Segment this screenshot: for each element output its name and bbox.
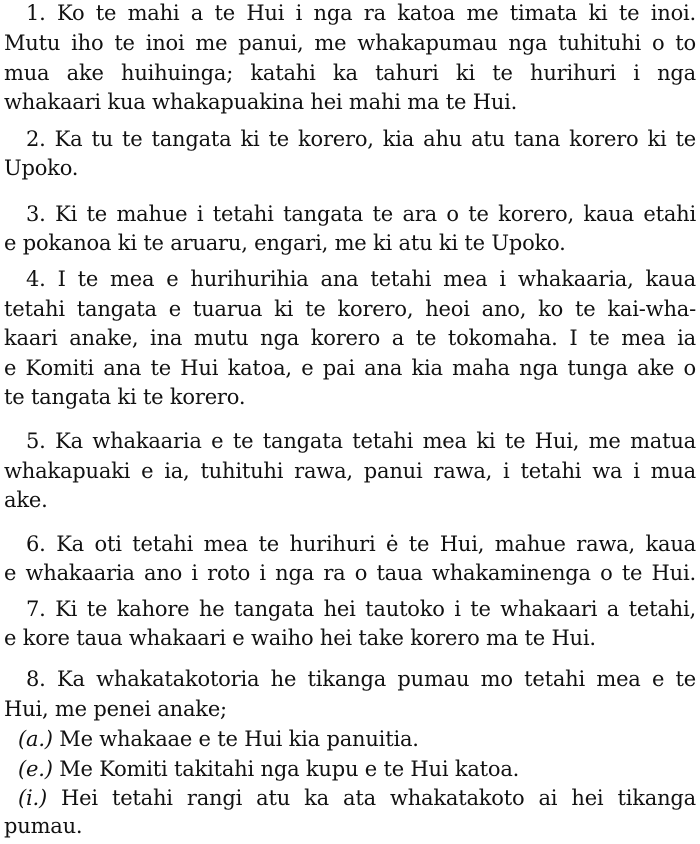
rule-5-line-1 (4, 428, 696, 454)
rule-number: 4. (26, 267, 46, 291)
rule-8-line-1 (4, 666, 696, 692)
rule-4-line-1 (4, 266, 696, 292)
rule-text: I te mea e hurihurihia ana tetahi mea i whakaaria, kaua (57, 267, 696, 291)
rule-1-line-3: mua ake huihuinga; katahi ka tahuri ki te hurihuri i nga (4, 61, 696, 85)
rule-number: 3. (26, 202, 46, 226)
rule-text: Ka oti tetahi mea te hurihuri ė te Hui, mahue rawa, kaua (56, 532, 696, 556)
sub-item-text: Me whakaae e te Hui kia panuitia. (59, 727, 419, 751)
rule-text: Ki te mahue i tetahi tangata te ara o te korero, kaua etahi (55, 202, 696, 226)
sub-item-marker: (e.) (18, 757, 53, 781)
rule-7-line-2: e kore taua whakaari e waiho hei take korero ma te Hui. (4, 626, 596, 650)
rule-text: Ki te kahore he tangata hei tautoko i te whakaari a tetahi, (55, 597, 696, 621)
rule-3-line-2: e pokanoa ki te aruaru, engari, me ki atu ki te Upoko. (4, 231, 566, 255)
rule-text: Ka whakaaria e te tangata tetahi mea ki te Hui, me matua (55, 429, 697, 453)
sub-item-marker: (a.) (18, 727, 53, 751)
rule-6-line-2: e whakaaria ano i roto i nga ra o taua whakaminenga o te Hui. (4, 561, 696, 585)
rule-1-line-4: whakaari kua whakapuakina hei mahi ma te Hui. (4, 90, 518, 114)
rule-number: 5. (26, 429, 46, 453)
rule-3-line-1 (4, 201, 696, 227)
rule-5-line-3: ake. (4, 488, 48, 512)
rule-text: Ko te mahi a te Hui i nga ra katoa me timata ki te inoi. (57, 1, 696, 25)
rule-4-line-5: te tangata ki te korero. (4, 385, 246, 409)
sub-item-i (4, 785, 696, 811)
rule-text: Ka tu te tangata ki te korero, kia ahu atu tana korero ki te (54, 127, 696, 151)
rule-2-line-1 (4, 126, 696, 152)
rule-7-line-1 (4, 596, 696, 622)
rule-2-line-2: Upoko. (4, 156, 79, 180)
rule-1-line-1 (4, 0, 696, 26)
rule-number: 7. (26, 597, 46, 621)
rule-4-line-3: kaari anake, ina mutu nga korero a te tokomaha. I te mea ia (4, 326, 696, 350)
sub-item-a (4, 726, 700, 752)
sub-item-text: Hei tetahi rangi atu ka ata whakatakoto ai hei tikanga (61, 786, 696, 810)
final-line: pumau. (4, 814, 83, 838)
rule-text: Ka whakatakotoria he tikanga pumau mo tetahi mea e te (57, 667, 696, 691)
rule-4-line-2: tetahi tangata e tuarua ki te korero, heoi ano, ko te kai-wha- (4, 297, 696, 321)
rule-8-line-2: Hui, me penei anake; (4, 697, 227, 721)
rule-1-line-2: Mutu iho te inoi me panui, me whakapumau nga tuhituhi o to (4, 31, 696, 55)
sub-item-e (4, 756, 700, 782)
rule-number: 1. (26, 1, 46, 25)
rule-5-line-2: whakapuaki e ia, tuhituhi rawa, panui rawa, i tetahi wa i mua (4, 459, 696, 483)
rule-4-line-4: e Komiti ana te Hui katoa, e pai ana kia maha nga tunga ake o (4, 356, 696, 380)
rule-number: 2. (26, 127, 46, 151)
sub-item-marker: (i.) (18, 786, 47, 810)
sub-item-text: Me Komiti takitahi nga kupu e te Hui katoa. (59, 757, 520, 781)
rule-6-line-1 (4, 531, 696, 557)
rule-number: 6. (26, 532, 46, 556)
rule-number: 8. (26, 667, 46, 691)
